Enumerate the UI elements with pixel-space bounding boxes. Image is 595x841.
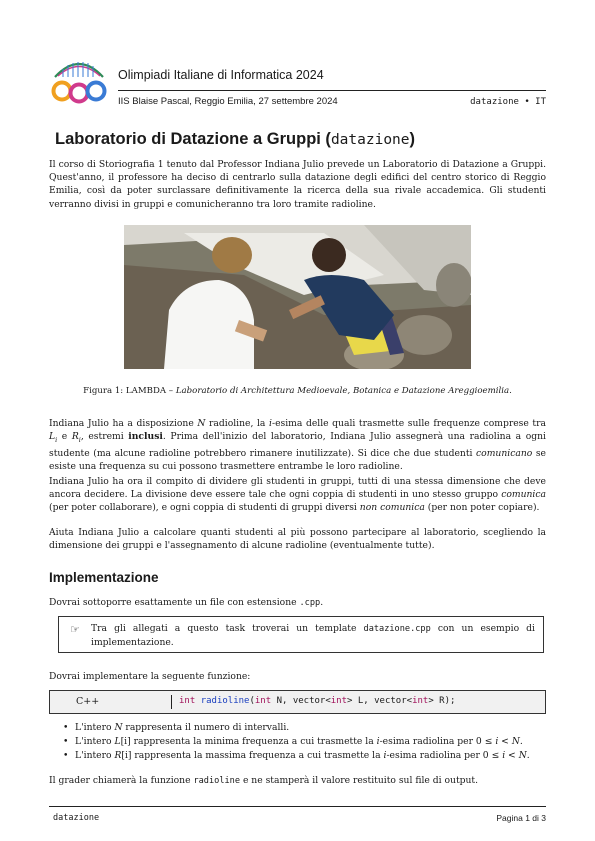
contest-title: Olimpiadi Italiane di Informatica 2024: [118, 68, 324, 82]
olympiad-logo: [49, 55, 109, 107]
task-title-code: datazione: [330, 132, 410, 148]
code-language-label: C++: [76, 696, 100, 707]
parameter-list: [63, 721, 546, 763]
grader-paragraph: Il grader chiamerà la funzione radioline e ne stamperà il valore restituito sul file di output.: [49, 775, 479, 786]
template-note-text: Tra gli allegati a questo task troverai un template datazione.cpp con un esempio di implementazione.: [91, 623, 535, 648]
radioline-paragraph: Indiana Julio ha a disposizione N radioline, la i-esima delle quali trasmette sulle frequenze comprese tra $L_i$ e $R_i$, estremi inclusi. Prima dell'inizio del laboratorio, Indiana Julio assegnerà una radiolina a ogni studente (ma alcune radioline potrebbero rimanere inutilizzate). Si dice che due studenti comunicano se esiste una frequenza su cui possono trasmettere entrambe le loro radioline.: [49, 418, 546, 473]
footer-task-name: datazione: [53, 813, 100, 823]
function-signature: int radioline(int N, vector<int> L, vector<int> R);: [179, 696, 456, 706]
venue-date: IIS Blaise Pascal, Reggio Emilia, 27 settembre 2024: [118, 96, 338, 107]
footer-divider: [49, 806, 546, 807]
template-file-name: datazione.cpp: [363, 624, 431, 634]
code-divider: [171, 695, 172, 709]
task-tag: datazione • IT: [470, 97, 546, 107]
function-signature-box: [49, 690, 546, 714]
submission-paragraph: Dovrai sottoporre esattamente un file con estensione .cpp.: [49, 597, 324, 608]
figure-caption: Figura 1: LAMBDA – Laboratorio di Architettura Medioevale, Botanica e Datazione Areggioemilia.: [83, 386, 512, 396]
list-item: • L'intero L[i] rappresenta la minima frequenza a cui trasmette la i-esima radiolina per 0 ≤ i < N.: [63, 735, 546, 749]
function-intro: Dovrai implementare la seguente funzione:: [49, 671, 251, 682]
list-item: • L'intero N rappresenta il numero di intervalli.: [63, 721, 546, 735]
page-number: Pagina 1 di 3: [496, 813, 546, 823]
task-title: Laboratorio di Datazione a Gruppi (datazione): [55, 130, 416, 148]
task-title-text: Laboratorio di Datazione a Gruppi (: [55, 130, 331, 148]
groups-paragraph: Indiana Julio ha ora il compito di dividere gli studenti in gruppi, tutti di una stessa dimensione che deve ancora decidere. La divisione deve essere tale che ogni coppia di studenti in uno stesso gruppo comunica (per poter collaborare), e ogni coppia di studenti di gruppi diversi non comunica (per non poter copiare).: [49, 476, 546, 514]
header-divider: [118, 90, 546, 91]
implementation-heading: Implementazione: [49, 570, 159, 585]
intro-paragraph: Il corso di Storiografia 1 tenuto dal Professor Indiana Julio prevede un Laboratorio di Datazione a Gruppi. Quest'anno, il professore ha deciso di centrarlo sulla datazione degli edifici del centro storico di Reggio Emilia, così da poter surclassare definitivamente la ricerca della sua rivale accademica. Gli studenti verranno divisi in gruppi e comunicheranno tra loro tramite radioline.: [49, 159, 546, 210]
pointing-hand-icon: ☞: [70, 623, 80, 636]
lab-photo: [124, 225, 471, 369]
goal-paragraph: Aiuta Indiana Julio a calcolare quanti studenti al più possono partecipare al laboratorio, scegliendo la dimensione dei gruppi e l'assegnamento di alcune radioline (eventualmente tutte).: [49, 527, 546, 552]
list-item: • L'intero R[i] rappresenta la massima frequenza a cui trasmette la i-esima radiolina per 0 ≤ i < N.: [63, 749, 546, 763]
template-note: [58, 616, 544, 653]
